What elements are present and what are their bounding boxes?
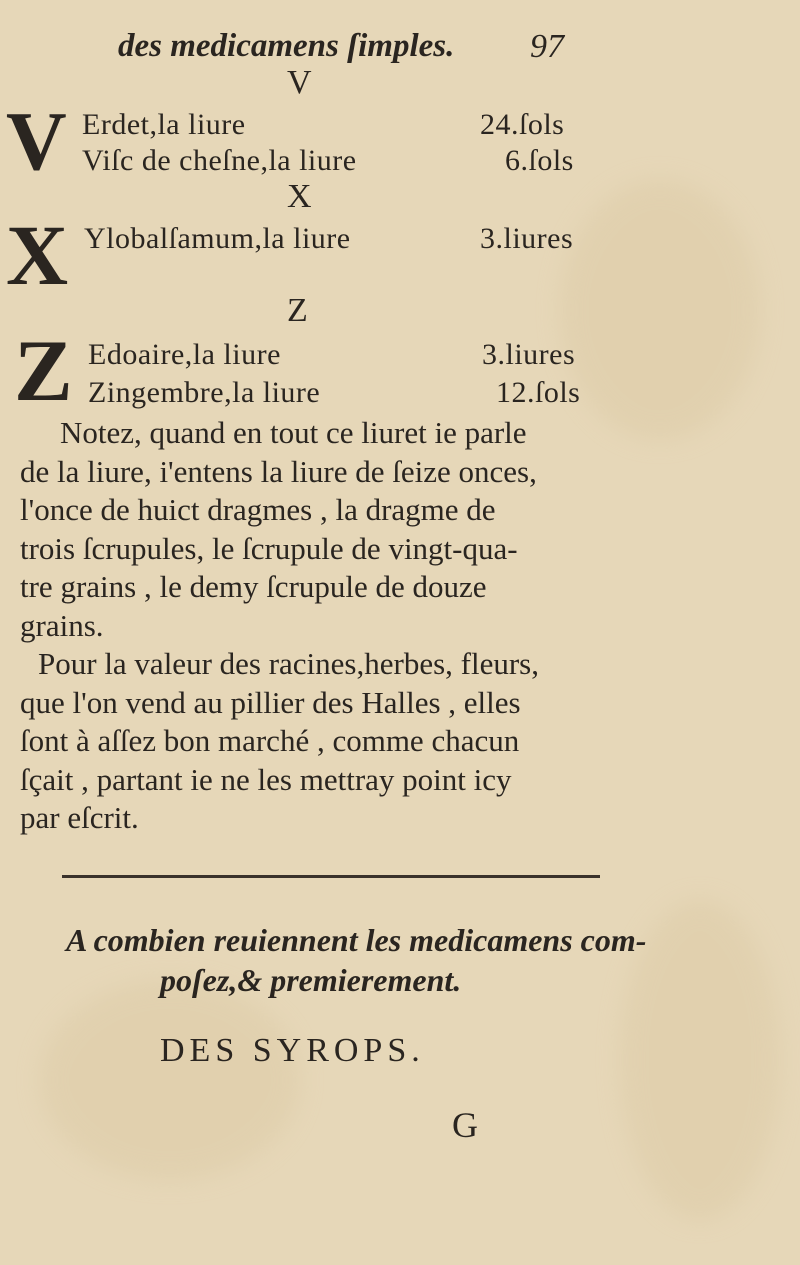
text-line: Pour la valeur des racines,herbes, fleurs, (38, 646, 539, 681)
paper-stain (560, 180, 760, 440)
entry-name: Zingembre,la liure (88, 376, 321, 409)
horizontal-rule (62, 875, 600, 878)
drop-cap-z: Z (14, 323, 73, 420)
section-letter-v: V (287, 64, 312, 101)
text-line: ſçait , partant ie ne les mettray point icy (20, 761, 512, 797)
text-line: grains. (20, 607, 104, 643)
text-line: Notez, quand en tout ce liuret ie parle (60, 415, 527, 450)
running-title: des medicamens ſimples. (118, 28, 455, 64)
text-line: que l'on vend au pillier des Halles , elles (20, 684, 521, 720)
entry-price: 3.liures (482, 338, 576, 371)
text-line: l'once de huict dragmes , la dragme de (20, 492, 496, 527)
text-line: ſont à aſſez bon marché , comme chacun (20, 723, 520, 758)
section-letter-z: Z (287, 292, 308, 329)
section-heading-line2: poſez,& premierement. (160, 962, 462, 998)
page-number: 97 (530, 28, 564, 65)
subheading: DES SYROPS. (160, 1032, 425, 1069)
entry-price: 12.ſols (496, 376, 581, 409)
note-paragraph (20, 414, 610, 645)
entry-price: 24.ſols (480, 108, 565, 141)
entry-name: Edoaire,la liure (88, 338, 281, 371)
note-paragraph (20, 645, 610, 838)
entry-price: 6.ſols (505, 144, 574, 177)
entry-price: 3.liures (480, 222, 574, 255)
signature-mark: G (452, 1105, 478, 1145)
drop-cap-x: X (6, 207, 69, 303)
entry-name: Ylobalſamum,la liure (84, 222, 351, 255)
paper-stain (40, 980, 300, 1180)
drop-cap-v: V (6, 95, 67, 188)
section-letter-x: X (287, 178, 312, 215)
text-line: de la liure, i'entens la liure de ſeize onces, (20, 453, 537, 489)
entry-name: Viſc de cheſne,la liure (82, 144, 357, 177)
text-line: tre grains , le demy ſcrupule de douze (20, 569, 487, 604)
entry-name: Erdet,la liure (82, 108, 246, 141)
text-line: par eſcrit. (20, 800, 139, 835)
section-heading-line1: A combien reuiennent les medicamens com- (66, 922, 647, 958)
text-line: trois ſcrupules, le ſcrupule de vingt-qua- (20, 530, 518, 566)
